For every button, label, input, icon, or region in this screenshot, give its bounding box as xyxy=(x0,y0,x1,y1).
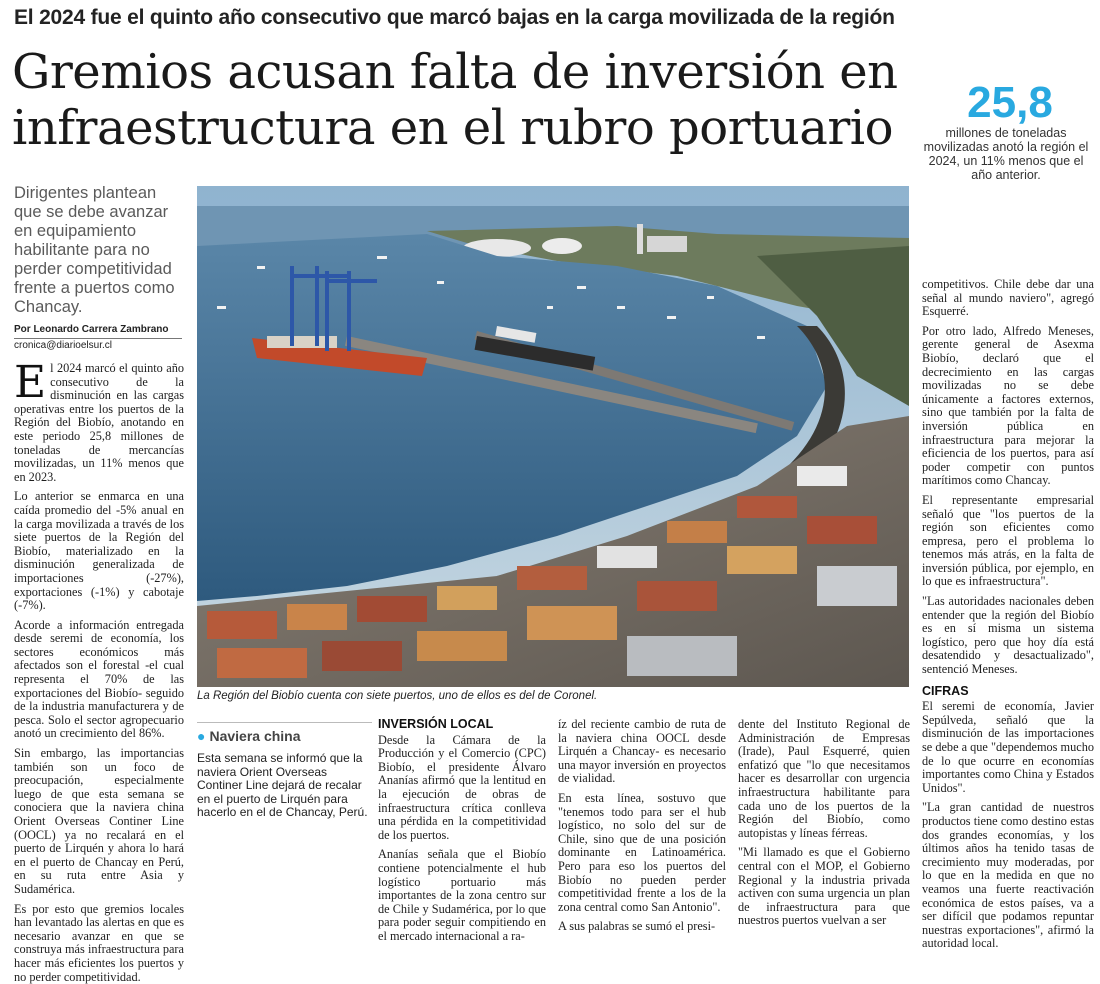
subhead-inversion-local: INVERSIÓN LOCAL xyxy=(378,717,494,731)
paragraph: Lo anterior se enmarca en una caída promedio del -5% anual en la carga movilizada a través de los siete puertos de la Región del Biobío, materializado en la disminución generalizada de importaciones (-27%), exportaciones (-1%) y cabotaje (-7%). xyxy=(14,489,184,613)
sidebar-box xyxy=(197,728,372,820)
article-column-1 xyxy=(14,357,184,984)
paragraph: "Mi llamado es que el Gobierno central con el MOP, el Gobierno Regional y la industria privada activen con suma urgencia un plan de infraestructura para que nuestros puertos vuelvan a ser xyxy=(738,845,910,928)
article-column-3 xyxy=(558,718,726,940)
paragraph: Ananías señala que el Biobío contiene potencialmente el hub logístico portuario más importantes de la zona centro sur de Chile y Sudamérica, por lo que para poder seguir compitiendo en el mercado internacional a ra- xyxy=(378,847,546,943)
kicker: El 2024 fue el quinto año consecutivo que marcó bajas en la carga movilizada de la región xyxy=(14,6,895,29)
port-aerial-illustration xyxy=(197,186,909,687)
deck: Dirigentes plantean que se debe avanzar en equipamiento habilitante para no perder competitividad frente a puertos como Chancay. xyxy=(14,184,175,316)
paragraph: "La gran cantidad de nuestros productos tiene como destino estas dos grandes economías, y los últimos años ha tenido tasas de crecimiento muy moderadas, por lo que en la medida en que no veamos una fuerte reactivación económica de estos países, va a ser difícil que podamos repuntar nuestras exportaciones", afirmó la autoridad local. xyxy=(922,800,1094,951)
paragraph: "Las autoridades nacionales deben entender que la región del Biobío es en sí misma un sistema logístico, pero que hoy día está desatendido y desactualizado", sentenció Meneses. xyxy=(922,594,1094,677)
author-email: cronica@diarioelsur.cl xyxy=(14,340,112,351)
paragraph: Por otro lado, Alfredo Meneses, gerente general de Asexma Biobío, declaró que el decrecimiento en las cargas movilizadas no se debe únicamente a factores externos, sino que también por la falta de inversión pública en infraestructura para mejorar la eficiencia de los puertos, para así poder competir con puntos marítimos como Chancay. xyxy=(922,323,1094,488)
bullet-dot-icon: ● xyxy=(197,728,206,744)
paragraph: l 2024 marcó el quinto año consecutivo de la disminución en las cargas operativas entre los puertos de la Región del Biobío, anotando en este periodo 25,8 millones de toneladas de mercancías movilizadas, un 11% menos que en 2023. xyxy=(14,361,184,484)
stat-value: 25,8 xyxy=(967,78,1053,127)
headline: Gremios acusan falta de inversión en infraestructura en el rubro portuario xyxy=(12,44,898,156)
paragraph: íz del reciente cambio de ruta de la naviera china OOCL desde Lirquén a Chancay- es necesario una mayor inversión en proyectos de vialidad. xyxy=(558,717,726,786)
paragraph: Sin embargo, las importancias también son un foco de preocupación, especialmente luego de que esta semana se conociera que la naviera china Orient Overseas Continer Line (OOCL) ya no recalará en el puerto de Lirquén y ahora lo hará en el puerto de Chancay en Perú, en su ruta entre Asia y Sudamérica. xyxy=(14,746,184,896)
paragraph: A sus palabras se sumó el presi- xyxy=(558,919,716,934)
article-column-5 xyxy=(922,277,1094,951)
paragraph: El seremi de economía, Javier Sepúlveda, señaló que la disminución de las importaciones se debe a que "dependemos mucho de lo que ocurre en economías importantes como China y Estados Unidos". xyxy=(922,699,1094,795)
paragraph: Acorde a información entregada desde seremi de economía, los sectores económicos más afectados son el forestal -el cual representa el 70% de las exportaciones del Biobío- seguido de la industria manufacturera y de pesca. Solo el sector agropecuario anotó un crecimiento del 86%. xyxy=(14,617,184,741)
sidebar-title xyxy=(197,728,372,744)
sidebar-body: Esta semana se informó que la naviera Orient Overseas Continer Line dejará de recalar en el puerto de Lirquén para hacerlo en el de Chancay, Perú. xyxy=(197,751,368,820)
paragraph: competitivos. Chile debe dar una señal al mundo naviero", agregó Esquerré. xyxy=(922,277,1094,319)
paragraph: En esta línea, sostuvo que "tenemos todo para ser el hub logístico, no solo del sur de Chile, sino que de una posición dominante en Latinoamérica. Pero para eso los puertos del Biobío no pueden perder competitividad frente a los de la zona central como San Antonio". xyxy=(558,790,726,914)
paragraph: Es por esto que gremios locales han levantado las alertas en que es necesario avanzar en que se construya más infraestructura para hacer más eficientes los puertos y no perder competitividad. xyxy=(14,901,184,984)
sidebar-title-text: Naviera china xyxy=(209,728,301,744)
dropcap: E xyxy=(14,357,47,408)
stat-caption: millones de toneladas movilizadas anotó la región el 2024, un 11% menos que el año anterior. xyxy=(923,126,1089,182)
paragraph: El representante empresarial señaló que "los puertos de la región son eficientes como empresa, pero el problema lo tenemos más atrás, en la falta de inversión pública, por ejemplo, en lo que es infraestructura". xyxy=(922,492,1094,589)
divider xyxy=(197,722,372,723)
byline: Por Leonardo Carrera Zambrano xyxy=(14,324,182,339)
subhead-cifras: CIFRAS xyxy=(922,683,969,698)
port-photo xyxy=(197,186,909,687)
paragraph: dente del Instituto Regional de Administración de Empresas (Irade), Paul Esquerré, quien enfatizó que "lo que necesitamos hacer es desarrollar con urgencia infraestructura habilitante para cada uno de los puertos de la Región del Biobío, como autopistas y líneas férreas. xyxy=(738,717,910,840)
article-column-4 xyxy=(738,718,910,940)
paragraph: Desde la Cámara de la Producción y el Comercio (CPC) Biobío, el presidente Álvaro Ananías afirmó que la lentitud en la ejecución de obras de infraestructura crítica conlleva una pérdida en la competitividad de los puertos. xyxy=(378,732,546,842)
photo-caption: La Región del Biobío cuenta con siete puertos, uno de ellos es del de Coronel. xyxy=(197,690,598,702)
article-column-2 xyxy=(378,717,546,943)
